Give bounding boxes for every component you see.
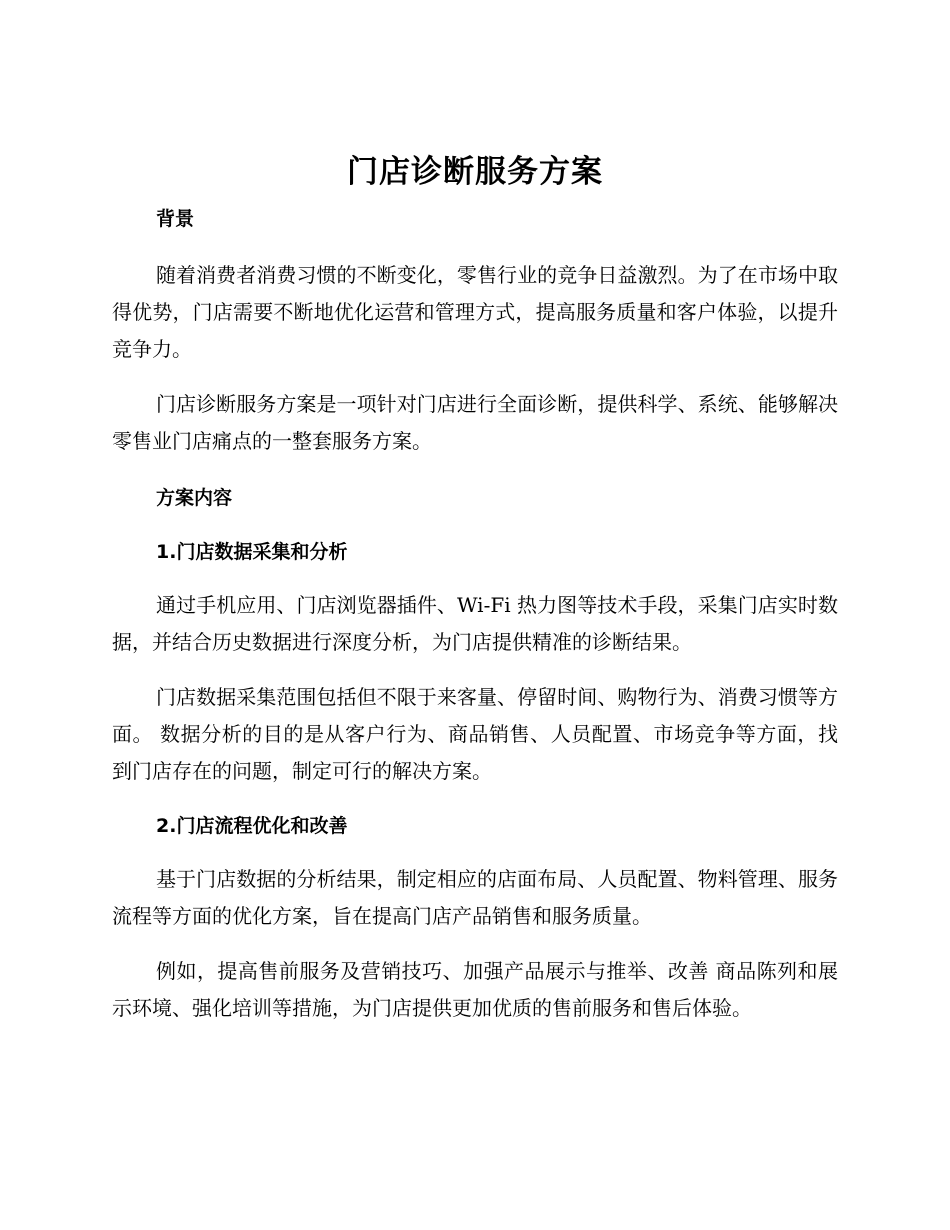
- document-title: 门店诊断服务方案: [347, 154, 603, 190]
- section-heading-plan-content: 方案内容: [156, 487, 233, 509]
- paragraph-process-optimization-1: 基于门店数据的分析结果，制定相应的店面布局、人员配置、物料管理、服务流程等方面的优化方案，旨在提高门店产品销售和服务质量。: [112, 867, 838, 928]
- paragraph-process-optimization-2: 例如，提高售前服务及营销技巧、加强产品展示与推举、改善 商品陈列和展示环境、强化培训等措施，为门店提供更加优质的售前服务和售后体验。: [112, 959, 838, 1020]
- section-heading-process-optimization: 2.门店流程优化和改善: [156, 815, 348, 837]
- paragraph-data-collection-1: 通过手机应用、门店浏览器插件、Wi-Fi 热力图等技术手段，采集门店实时数据，并结合历史数据进行深度分析，为门店提供精准的诊断结果。: [112, 593, 838, 654]
- section-heading-background: 背景: [156, 208, 195, 230]
- paragraph-background-2: 门店诊断服务方案是一项针对门店进行全面诊断，提供科学、系统、能够解决零售业门店痛点的一整套服务方案。: [112, 392, 838, 453]
- paragraph-data-collection-2: 门店数据采集范围包括但不限于来客量、停留时间、购物行为、消费习惯等方面。 数据分析的目的是从客户行为、商品销售、人员配置、市场竞争等方面，找到门店存在的问题，制定可行的解决方案。: [112, 685, 838, 783]
- section-heading-data-collection: 1.门店数据采集和分析: [156, 541, 348, 563]
- document-body: [112, 200, 838, 1027]
- paragraph-background-1: 随着消费者消费习惯的不断变化，零售行业的竞争日益激烈。为了在市场中取得优势，门店需要不断地优化运营和管理方式，提高服务质量和客户体验，以提升竞争力。: [112, 263, 838, 361]
